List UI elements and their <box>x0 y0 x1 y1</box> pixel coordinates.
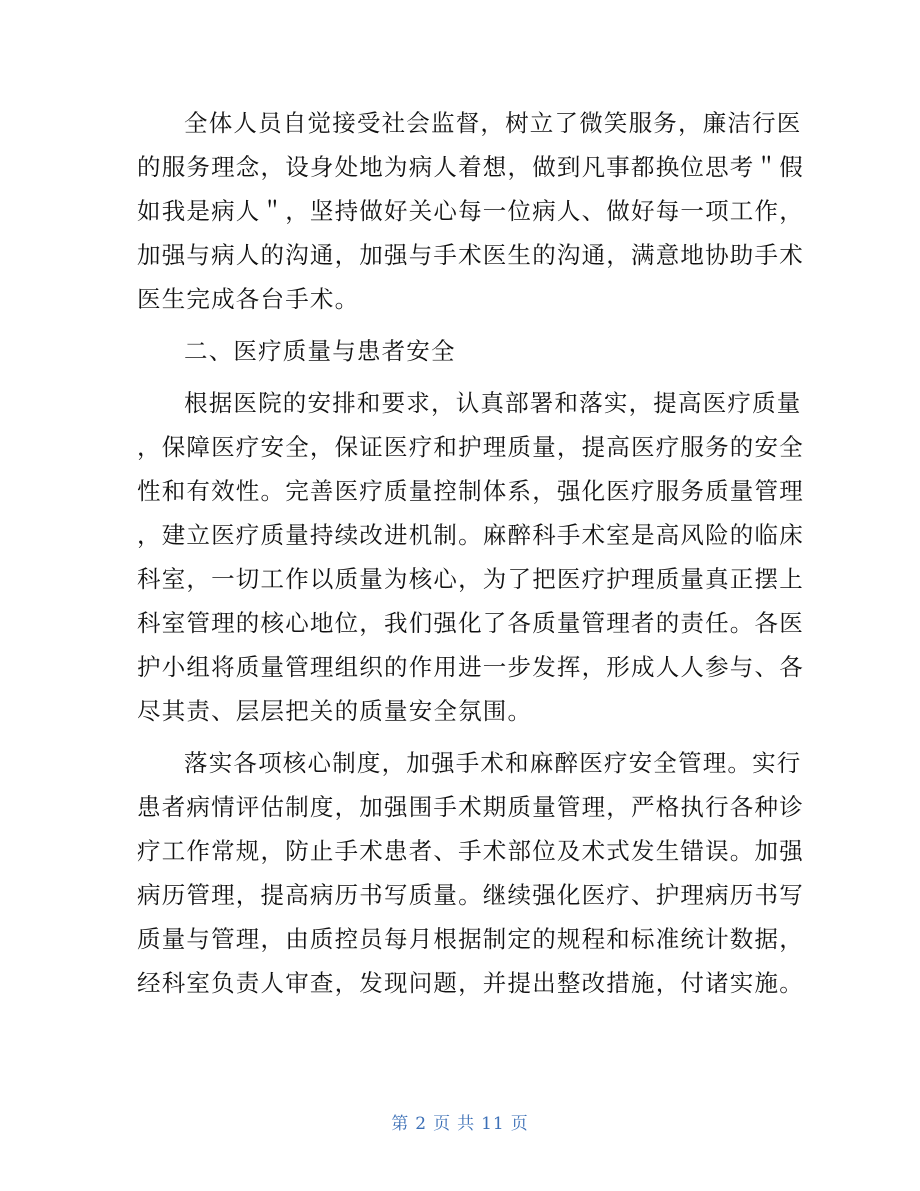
paragraph-2-line-8: 尽其责、层层把关的质量安全氛围。 <box>137 697 533 725</box>
paragraph-3-line-4: 病历管理，提高病历书写质量。继续强化医疗、护理病历书写 <box>137 881 804 909</box>
paragraph-2-line-7: 护小组将质量管理组织的作用进一步发挥，形成人人参与、各 <box>137 653 804 681</box>
paragraph-1-line-4: 加强与病人的沟通，加强与手术医生的沟通，满意地协助手术 <box>137 241 804 269</box>
paragraph-2-line-2: ，保障医疗安全，保证医疗和护理质量，提高医疗服务的安全 <box>137 433 804 461</box>
page-footer <box>0 1113 920 1135</box>
footer-prefix: 第 <box>391 1114 410 1134</box>
paragraph-1-line-3: 如我是病人＂，坚持做好关心每一位病人、做好每一项工作， <box>137 197 804 225</box>
paragraph-2-line-5: 科室，一切工作以质量为核心，为了把医疗护理质量真正摆上 <box>137 565 804 593</box>
paragraph-1-line-1: 全体人员自觉接受社会监督，树立了微笑服务，廉洁行医 <box>184 109 802 137</box>
paragraph-3-line-1: 落实各项核心制度，加强手术和麻醉医疗安全管理。实行 <box>184 749 802 777</box>
paragraph-3-line-2: 患者病情评估制度，加强围手术期质量管理，严格执行各种诊 <box>137 793 804 821</box>
paragraph-2-line-4: ，建立医疗质量持续改进机制。麻醉科手术室是高风险的临床 <box>137 521 804 549</box>
paragraph-2-line-3: 性和有效性。完善医疗质量控制体系，强化医疗服务质量管理 <box>137 477 804 505</box>
footer-current-page: 2 <box>415 1114 428 1134</box>
paragraph-2-line-6: 科室管理的核心地位，我们强化了各质量管理者的责任。各医 <box>137 609 804 637</box>
paragraph-1-line-5: 医生完成各台手术。 <box>137 285 360 313</box>
footer-total-prefix: 共 <box>457 1114 476 1134</box>
paragraph-3-line-5: 质量与管理，由质控员每月根据制定的规程和标准统计数据， <box>137 925 804 953</box>
paragraph-2-line-1: 根据医院的安排和要求，认真部署和落实，提高医疗质量 <box>184 389 802 417</box>
paragraph-1-line-2: 的服务理念，设身处地为病人着想，做到凡事都换位思考＂假 <box>137 153 804 181</box>
section-heading: 二、医疗质量与患者安全 <box>184 337 456 365</box>
paragraph-3-line-3: 疗工作常规，防止手术患者、手术部位及术式发生错误。加强 <box>137 837 804 865</box>
footer-page-unit: 页 <box>433 1114 452 1134</box>
footer-total-pages: 11 <box>481 1114 505 1134</box>
paragraph-3-line-6: 经科室负责人审查，发现问题，并提出整改措施，付诸实施。 <box>137 969 804 997</box>
footer-total-unit: 页 <box>510 1114 529 1134</box>
